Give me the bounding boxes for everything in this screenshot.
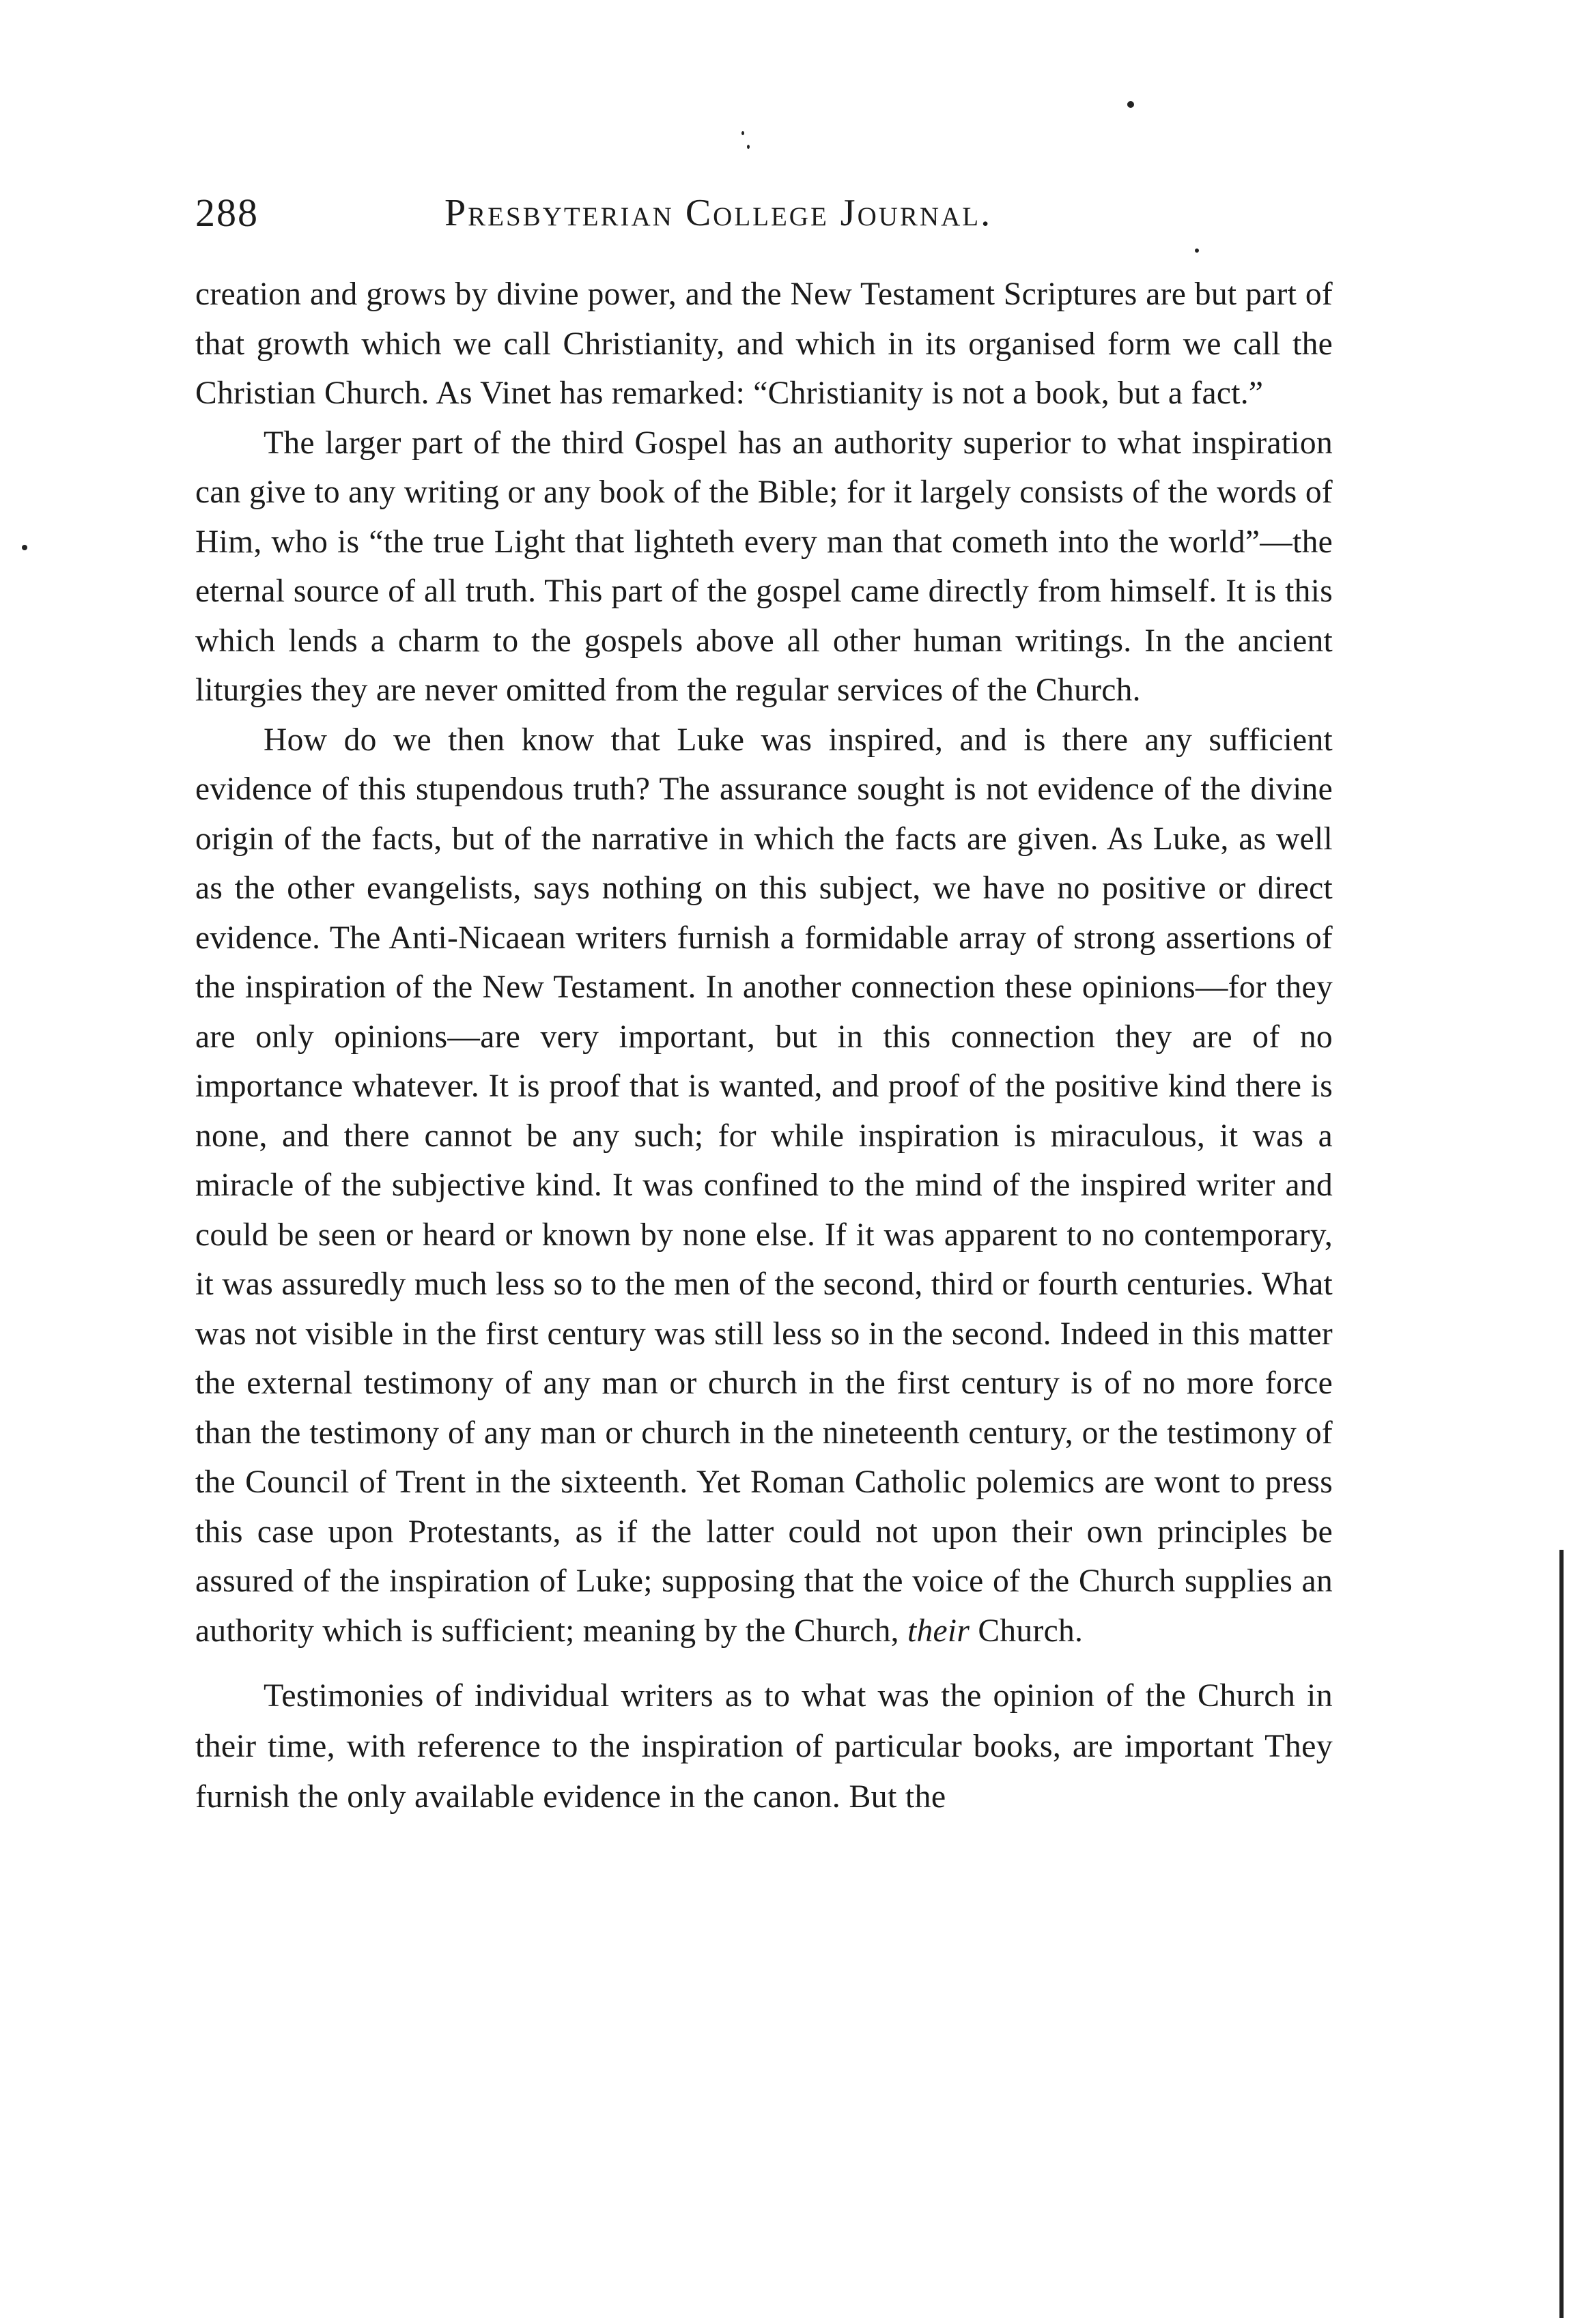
- ink-speck: [1195, 249, 1199, 253]
- paragraph: Testimonies of individual writers as to what was the opinion of the Church in their time, with reference to the inspiration of particular books, are important They furnish the only available evidence in the canon. But the: [195, 1677, 1333, 1815]
- ink-speck: [22, 545, 27, 550]
- body-text: [195, 270, 1333, 1822]
- paragraph: creation and grows by divine power, and the New Testament Scriptures are but part of that growth which we call Christianity, and which in its organised form we call the Christian Church. As Vinet has remarked: “Christianity is not a book, but a fact.”: [195, 277, 1333, 411]
- emphasis-text: their: [907, 1613, 970, 1649]
- page-number: 288: [195, 190, 259, 235]
- paragraph: The larger part of the third Gospel has an authority superior to what inspiration can give to any writing or any book of the Bible; for it largely consists of the words of Him, who is “the true Light that lighteth every man that cometh into the world”—the eternal source of all truth. This part of the gospel came directly from himself. It is this which lends a charm to the gospels above all other human writings. In the ancient liturgies they are never omitted from the regular services of the Church.: [195, 425, 1333, 708]
- paragraph-tail: Church.: [970, 1613, 1084, 1649]
- ink-speck: [747, 145, 750, 149]
- page-edge-line: [1559, 1550, 1564, 2318]
- page-header: [195, 190, 1333, 244]
- ink-speck: [741, 131, 744, 135]
- running-title: Presbyterian College Journal.: [444, 192, 993, 234]
- ink-speck: [1127, 101, 1134, 108]
- paragraph: [195, 715, 1333, 1656]
- paragraph-text: How do we then know that Luke was inspired, and is there any sufficient evidence of this stupendous truth? The assurance sought is not evidence of the divine origin of the facts, but of the narrative in which the facts are given. As Luke, as well as the other evangelists, says nothing on this subject, we have no positive or direct evidence. The Anti-Nicaean writers furnish a formidable array of strong assertions of the inspiration of the New Testament. In another connection these opinions—for they are only opinions—are very important, but in this connection they are of no importance whatever. It is proof that is wanted, and proof of the positive kind there is none, and there cannot be any such; for while inspiration is miraculous, it was a miracle of the subjective kind. It was confined to the mind of the inspired writer and could be seen or heard or known by none else. If it was apparent to no contemporary, it was assuredly much less so to the men of the second, third or fourth centuries. What was not visible in the first century was still less so in the second. Indeed in this matter the external testimony of any man or church in the first century is of no more force than the testimony of any man or church in the nineteenth century, or the testimony of the Council of Trent in the sixteenth. Yet Roman Catholic polemics are wont to press this case upon Protestants, as if the latter could not upon their own principles be assured of the inspiration of Luke; supposing that the voice of the Church supplies an authority which is sufficient; meaning by the Church,: [195, 722, 1333, 1649]
